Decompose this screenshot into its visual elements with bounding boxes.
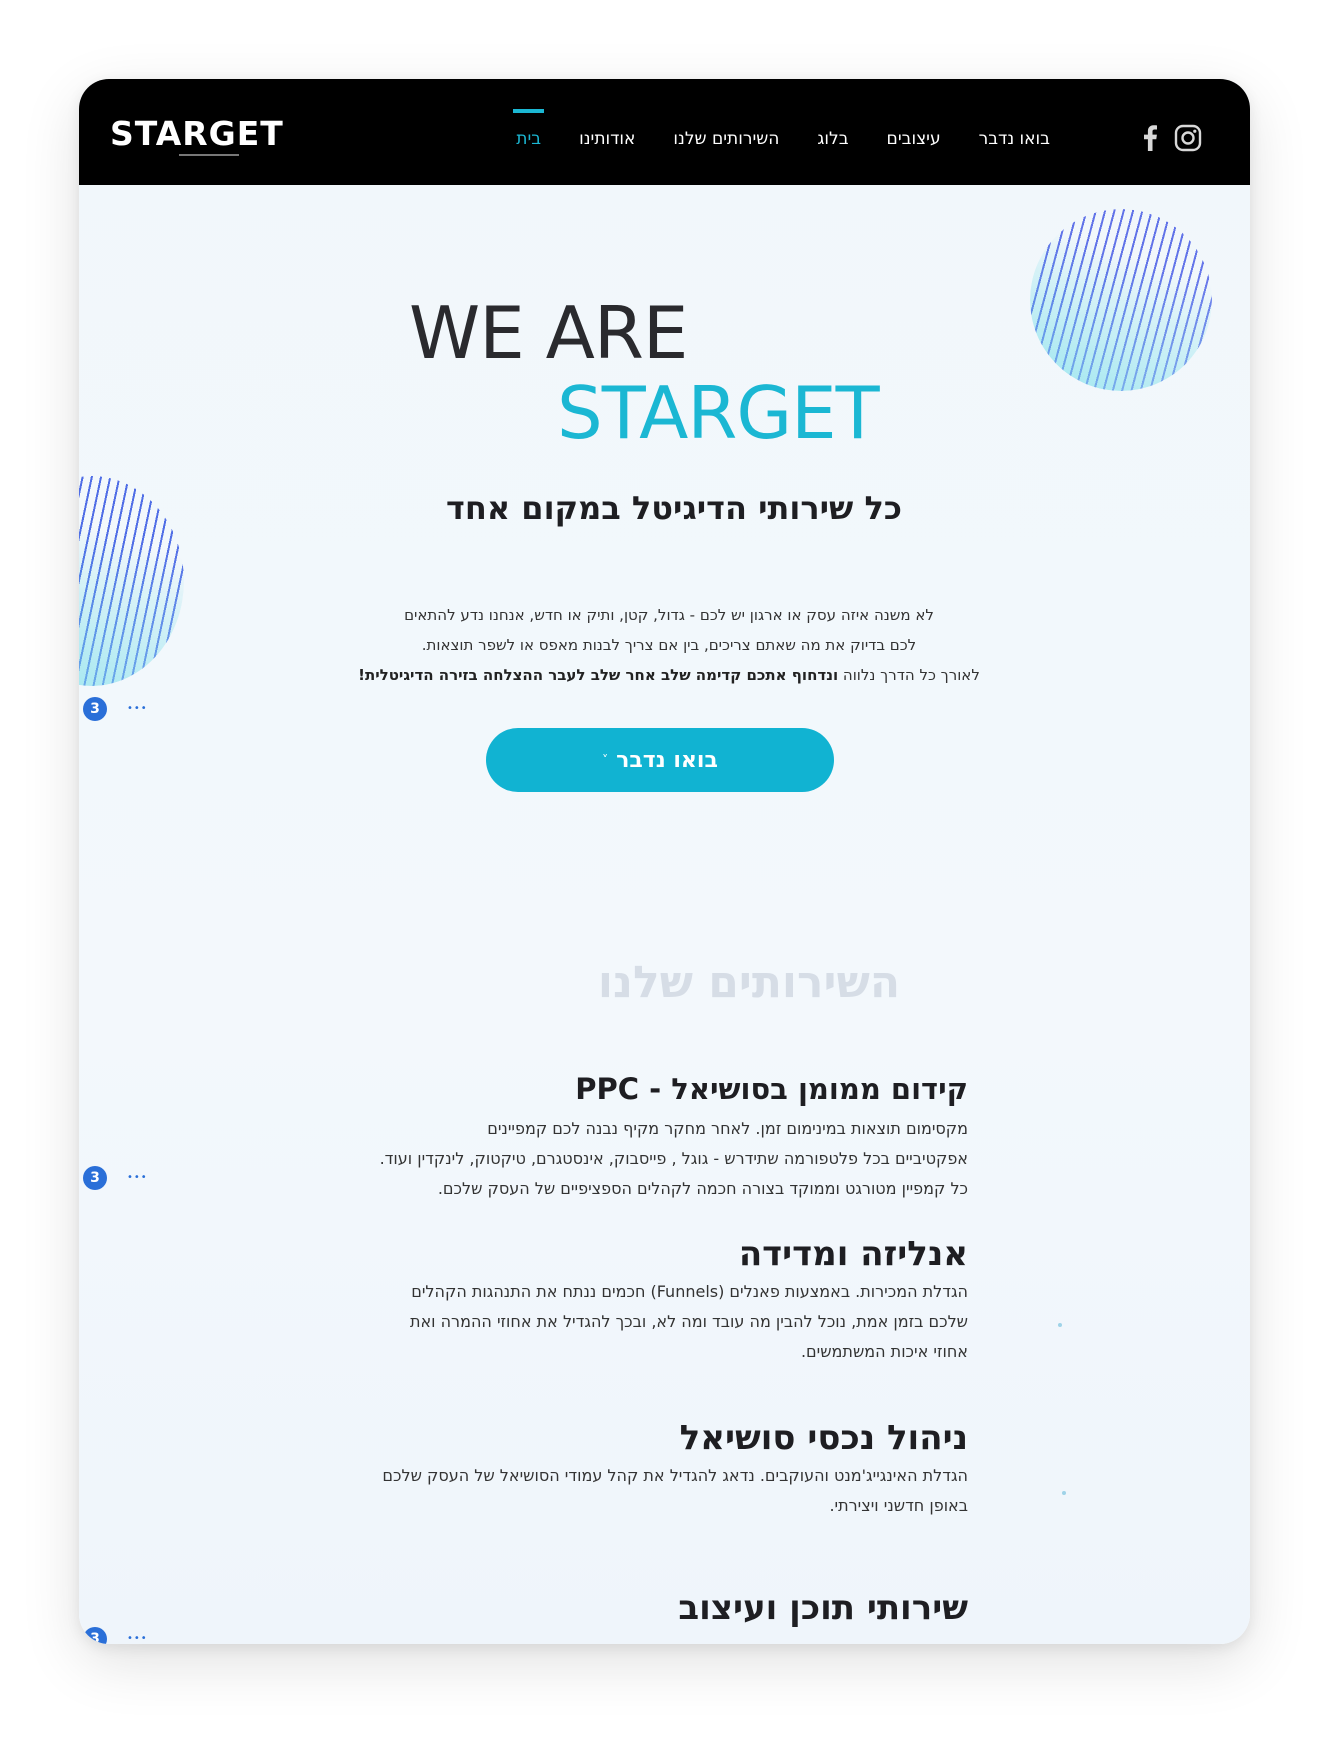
menu-item-contact[interactable]: בואו נדבר [978,129,1050,149]
service-content-design [268,1590,968,1627]
decorative-dot [1062,1491,1066,1495]
menu-item-blog[interactable]: בלוג [817,129,849,149]
hero-description-line [319,660,1019,690]
service-description-line: מקסימום תוצאות במינימום זמן. לאחר מחקר מקיף נבנה לכם קמפיינים [487,1118,968,1138]
floating-widget-badge[interactable]: 3 [83,1166,107,1190]
floating-widget-dots[interactable]: ••• [127,1172,148,1183]
instagram-icon[interactable] [1174,124,1202,152]
browser-frame [79,79,1250,1644]
top-navigation-bar [79,79,1250,185]
service-description-line: כל קמפיין מטורגט וממוקד בצורה חכמה לקהלים הספציפיים של העסק שלכם. [437,1178,968,1198]
menu-item-designs[interactable]: עיצובים [886,129,941,149]
services-section-title: השירותים שלנו [597,957,901,1008]
menu-item-services[interactable]: השירותים שלנו [673,129,780,149]
social-links [1142,124,1202,152]
hero-description [319,600,1019,690]
hero-description-line: לכם בדיוק את מה שאתם צריכים, בין אם צריך לבנות מאפס או לשפר תוצאות. [421,636,917,654]
service-description-line: הגדלת המכירות. באמצעות פאנלים (Funnels) חכמים ננתח את התנהגות הקהלים [411,1282,968,1302]
service-description-line: הגדלת האינגייג'מנט והעוקבים. נדאג להגדיל את קהל עמודי הסושיאל של העסק שלכם [382,1466,968,1486]
service-analytics [268,1236,968,1367]
service-description [268,1277,968,1367]
service-description-line: אפקטיביים בכל פלטפורמה שתידרש - גוגל , פייסבוק, אינסטגרם, טיקטוק, לינקדין ועוד. [379,1148,968,1168]
floating-widget-dots[interactable]: ••• [127,703,148,714]
lets-talk-button[interactable] [486,728,834,792]
decorative-dot [1058,1323,1062,1327]
site-logo[interactable]: STARGET [110,114,284,153]
floating-widget-badge[interactable]: 3 [83,1627,107,1644]
menu-item-about[interactable]: אודותינו [579,129,636,149]
hero-subtitle: כל שירותי הדיגיטל במקום אחד [446,489,902,527]
service-title: אנליזה ומדידה [738,1234,968,1274]
service-description [238,1461,968,1521]
hero-description-text: לאורך כל הדרך נלווה [838,666,980,684]
service-ppc [238,1074,968,1204]
facebook-icon[interactable] [1142,125,1158,151]
main-menu [516,131,1050,148]
service-description [238,1114,968,1204]
hero-heading-line1: WE ARE [409,291,688,375]
floating-widget-dots[interactable]: ••• [127,1633,148,1644]
hero-description-emphasis: ונדחוף אתכם קדימה שלב אחר שלב לעבר ההצלחה בזירה הדיגיטלית! [358,666,839,684]
decorative-striped-circle-left [79,476,184,686]
hero-description-line: לא משנה איזה עסק או ארגון יש לכם - גדול, קטן, ותיק או חדש, אנחנו נדע להתאים [404,606,934,624]
service-description-line: שלכם בזמן אמת, נוכל להבין מה עובד ומה לא, ובכך להגדיל את אחוזי ההמרה ואת [409,1312,968,1332]
service-description-line: אחוזי איכות המשתמשים. [800,1342,968,1362]
hero-heading-line2: STARGET [557,371,879,455]
service-title: שירותי תוכן ועיצוב [678,1588,968,1628]
service-title: ניהול נכסי סושיאל [679,1418,968,1458]
decorative-striped-circle-top [1030,209,1212,391]
service-title: קידום ממומן בסושיאל - PPC [575,1072,968,1106]
menu-item-home[interactable]: בית [516,129,542,149]
service-social-management [238,1420,968,1521]
floating-widget-badge[interactable]: 3 [83,697,107,721]
logo-tagline-line [179,154,239,156]
chevron-down-icon: ˅ [602,753,609,767]
lets-talk-label: בואו נדבר [616,747,718,773]
service-description-line: באופן חדשני ויצירתי. [829,1496,968,1516]
